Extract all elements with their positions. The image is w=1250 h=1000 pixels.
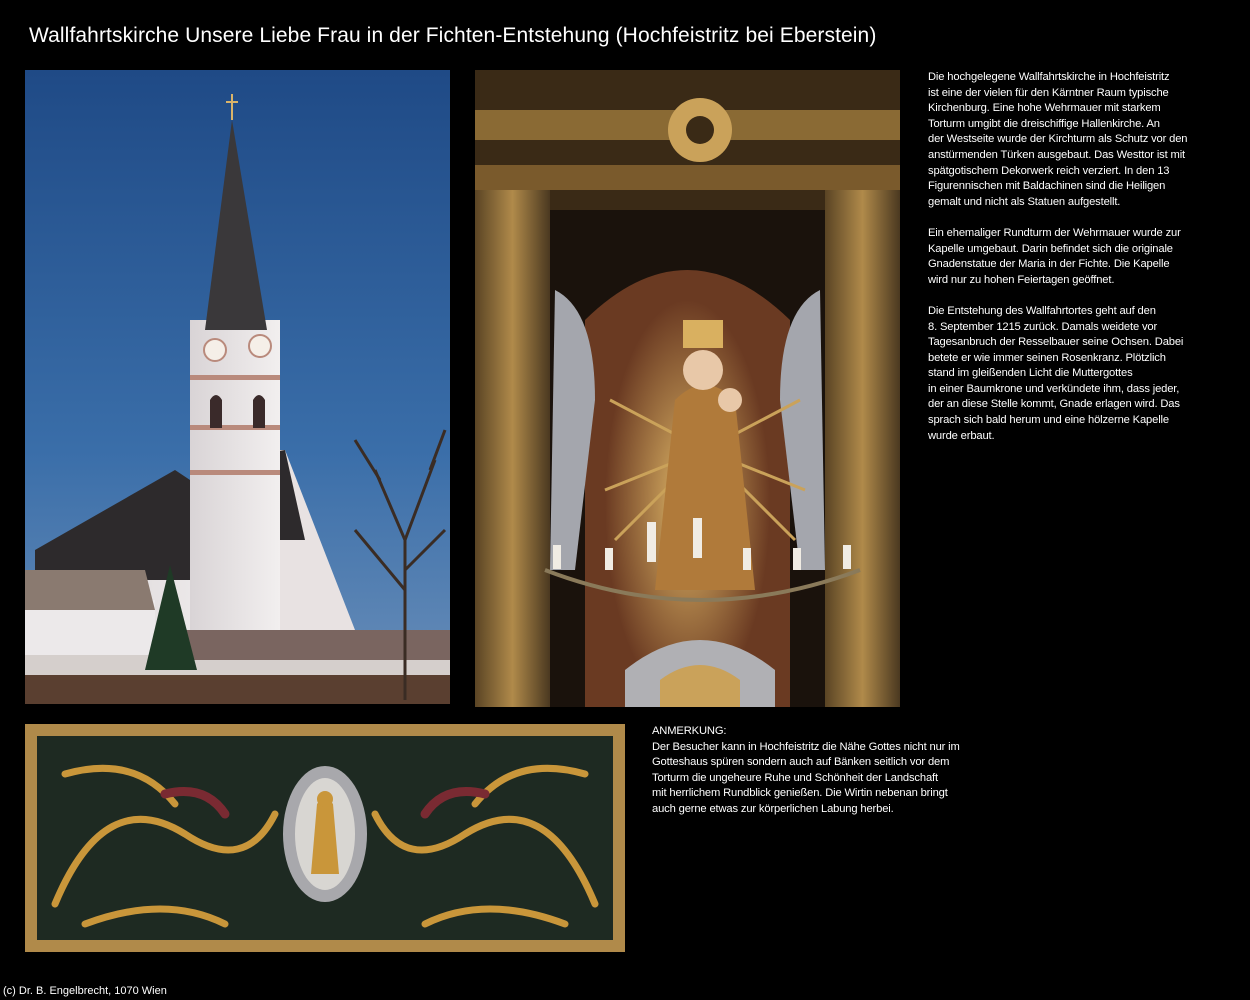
- description-paragraph: Die Entstehung des Wallfahrtortes geht auf den 8. September 1215 zurück. Damals weidete vor Tagesanbruch der Resselbauer seine Ochsen. Dabei betete er wie immer seinen Rosenkranz. Plötzlich stand im gleißenden Licht die Muttergottes in einer Baumkrone und verkündete ihm, dass jeder, der an diese Stelle kommt, Gnade erlagen wird. Das sprach sich bald herum und eine hölzerne Kapelle wurde erbaut.: [928, 304, 1184, 442]
- church-description: [928, 70, 1228, 460]
- church-illustration: [25, 70, 450, 704]
- description-paragraph: Die hochgelegene Wallfahrtskirche in Hochfeistritz ist eine der vielen für den Kärntner Raum typische Kirchenburg. Eine hohe Wehrmauer mit starkem Torturm umgibt die dreischiffige Hallenkirche. An der Westseite wurde der Kirchturm als Schutz vor den anstürmenden Türken ausgebaut. Das Westtor ist mit spätgotischem Dekorwerk reich verziert. In den 13 Figurennischen mit Baldachinen sind die Heiligen gemalt und nicht als Statuen aufgestellt.: [928, 71, 1188, 208]
- relief-illustration: [25, 724, 625, 952]
- altar-illustration: [475, 70, 900, 707]
- church-exterior-photo: [25, 70, 450, 704]
- note-heading: ANMERKUNG:: [652, 725, 727, 737]
- note-block: [652, 724, 1012, 818]
- page-title: Wallfahrtskirche Unsere Liebe Frau in der Fichten-Entstehung (Hochfeistritz bei Eberstein): [29, 24, 877, 47]
- note-text: Der Besucher kann in Hochfeistritz die Nähe Gottes nicht nur im Gotteshaus spüren sondern auch auf Bänken seitlich vor dem Torturm die ungeheure Ruhe und Schönheit der Landschaft mit herrlichem Rundblick genießen. Die Wirtin nebenan bringt auch gerne etwas zur körperlichen Labung herbei.: [652, 740, 960, 815]
- altar-madonna-photo: [475, 70, 900, 707]
- copyright-notice: (c) Dr. B. Engelbrecht, 1070 Wien: [3, 985, 167, 997]
- description-paragraph: Ein ehemaliger Rundturm der Wehrmauer wurde zur Kapelle umgebaut. Darin befindet sich die originale Gnadenstatue der Maria in der Fichte. Die Kapelle wird nur zu hohen Feiertagen geöffnet.: [928, 226, 1181, 286]
- ornament-relief-photo: [25, 724, 625, 952]
